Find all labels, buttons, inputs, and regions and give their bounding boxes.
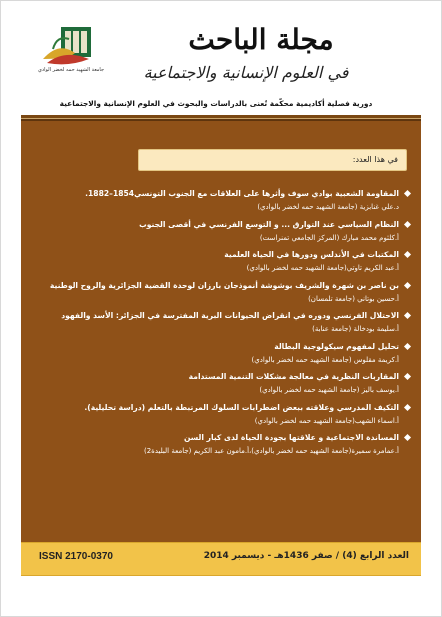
toc-item[interactable] xyxy=(37,189,411,212)
toc-item[interactable] xyxy=(37,250,411,273)
journal-subtitle: في العلوم الإنسانية والاجتماعية xyxy=(143,63,349,82)
bullet-diamond-icon xyxy=(404,190,411,197)
table-of-contents xyxy=(37,189,411,464)
article-title: المقاومة الشعبية بوادي سوف وأثرها على العلاقات مع الجنوب التونسي1854–1882. xyxy=(85,189,399,198)
toc-item[interactable] xyxy=(37,342,411,365)
article-title: التكيف المدرسي وعلاقته ببعض اضطرابات السلوك المرتبطة بالتعلم (دراسة تحليلية). xyxy=(84,402,399,412)
bullet-diamond-icon xyxy=(404,373,411,380)
article-title: بن ناصر بن شهرة والشريف بوشوشة أنموذجان بارزان لوحدة القضية الجزائرية والروح الوطنية xyxy=(49,280,399,290)
article-title: الاحتلال الفرنسي ودوره في انقراض الحيوانات البرية المفترسة في الجزائر: الأسد والفهود xyxy=(61,311,399,320)
article-author: أ.اسماء الشهب(جامعة الشهيد حمه لخضر بالوادي) xyxy=(254,416,399,425)
toc-item[interactable] xyxy=(37,311,411,334)
article-author: أ.سليمة بودخالة (جامعة عنابة) xyxy=(312,325,399,333)
bullet-diamond-icon xyxy=(404,312,411,319)
bullet-diamond-icon xyxy=(404,220,411,227)
bullet-diamond-icon xyxy=(404,281,411,288)
article-title: المقاربات النظرية في معالجة مشكلات التنمية المستدامة xyxy=(188,372,399,381)
article-author: أ.حسين بوتاني (جامعة تلمسان) xyxy=(308,294,399,303)
article-title: النظام السياسي عند التوارق ... و التوسع الفرنسي في أقصى الجنوب xyxy=(139,219,399,229)
toc-item[interactable] xyxy=(37,281,411,304)
journal-tagline: دورية فصلية أكاديمية محكّمة تُعنى بالدراسات والبحوث في العلوم الإنسانية والاجتماعية xyxy=(59,99,373,108)
toc-item[interactable] xyxy=(37,403,411,426)
journal-title: مجلة الباحث xyxy=(188,23,334,56)
toc-item[interactable] xyxy=(37,372,411,395)
bullet-diamond-icon xyxy=(404,403,411,410)
article-author: أ.عبد الكريم تاوتي(جامعة الشهيد حمه لخضر بالوادي) xyxy=(246,264,399,272)
article-title: المكتبات في الأندلس ودورها في الحياة العلمية xyxy=(224,250,399,259)
bullet-diamond-icon xyxy=(404,434,411,441)
article-author: أ.كلثوم محمد مبارك (المركز الجامعي تمنراست) xyxy=(259,233,399,242)
article-title: المساندة الاجتماعية و علاقتها بجودة الحياة لدى كبار السن xyxy=(183,433,399,442)
logo-caption: جامعة الشهيد حمه لخضر الوادي xyxy=(37,67,105,73)
issn-number: ISSN 2170-0370 xyxy=(39,551,113,562)
toc-header: في هذا العدد: xyxy=(138,149,407,171)
toc-item[interactable] xyxy=(37,433,411,456)
university-logo xyxy=(39,19,101,67)
article-author: أ.كريمة مقلوس (جامعة الشهيد حمه لخضر بالوادي) xyxy=(251,355,399,364)
toc-item[interactable] xyxy=(37,220,411,243)
bullet-diamond-icon xyxy=(404,251,411,258)
issue-info: العدد الرابع (4) / صفر 1436هـ - ديسمبر 2014 xyxy=(203,551,409,561)
article-title: تحليل لمفهوم سيكولوجية البطالة xyxy=(274,341,399,351)
article-author: أ.يوسف باليز (جامعة الشهيد حمه لخضر بالوادي) xyxy=(259,386,399,394)
bullet-diamond-icon xyxy=(404,342,411,349)
article-author: د.علي غنابزية (جامعة الشهيد حمه لخضر بالوادي) xyxy=(257,203,399,211)
article-author: أ.عمامرة سميرة(جامعة الشهيد حمه لخضر بالوادي)،أ.مامون عبد الكريم (جامعة البليدة2) xyxy=(143,447,399,455)
